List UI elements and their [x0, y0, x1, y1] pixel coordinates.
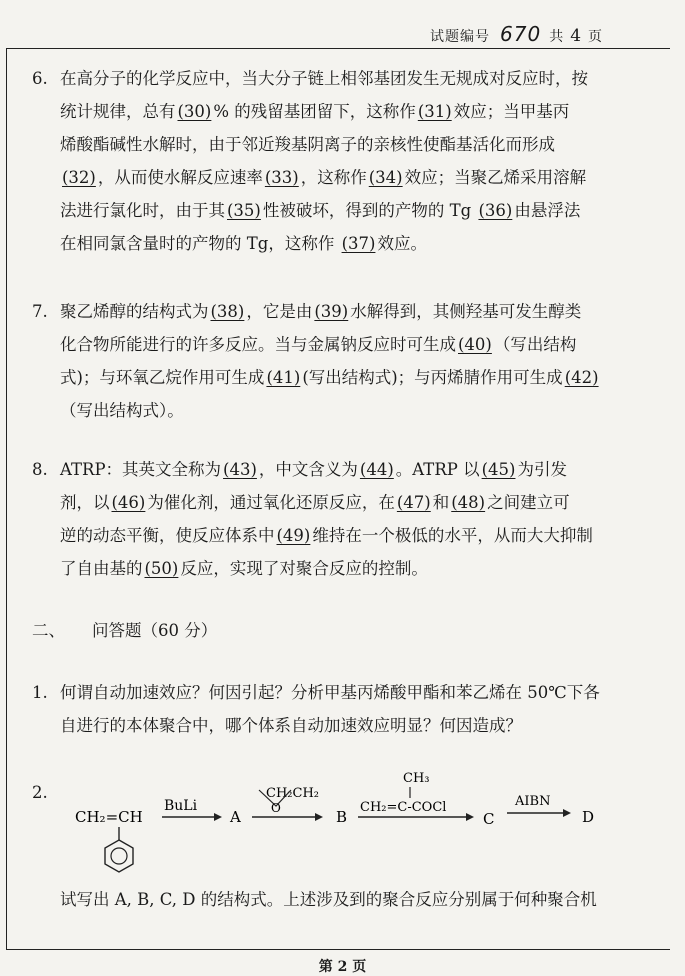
epoxide-oxygen: O	[271, 801, 281, 815]
arrow-2-head	[315, 813, 323, 821]
reagent-buli: BuLi	[164, 798, 198, 814]
q7-text: 聚乙烯醇的结构式为	[60, 302, 209, 321]
q8-text: ATRP：其英文全称为	[60, 460, 222, 479]
blank-41: (41)	[266, 368, 301, 387]
q8-number: 8.	[32, 460, 48, 479]
qa2-question	[60, 883, 652, 916]
footer-suffix: 页	[352, 959, 367, 975]
q8-text: ，中文含义为	[258, 460, 358, 479]
q7-text: 水解得到，其侧羟基可发生醇类	[350, 302, 582, 321]
styrene-formula: CH₂=CH	[75, 808, 143, 826]
total-suffix: 页	[588, 29, 604, 45]
blank-48: (48)	[451, 493, 486, 512]
exam-header	[430, 22, 603, 46]
qa2-number: 2.	[32, 783, 48, 802]
exam-code: 670	[500, 22, 542, 46]
q6-text: 由悬浮法	[514, 201, 581, 220]
question-6	[60, 62, 652, 260]
total-prefix: 共	[549, 29, 565, 45]
qa1-line2: 自进行的本体聚合中，哪个体系自动加速效应明显？何因造成？	[60, 716, 522, 735]
reagent-aibn: AIBN	[515, 794, 551, 809]
q6-text: 效应。	[377, 234, 427, 253]
blank-31: (31)	[417, 102, 452, 121]
q8-text: 。ATRP 以	[395, 460, 480, 479]
blank-46: (46)	[111, 493, 146, 512]
q7-text: （写出结构	[493, 335, 577, 354]
blank-37: (37)	[341, 234, 376, 253]
methyl-group: CH₃	[403, 771, 430, 786]
q6-text: 法进行氯化时，由于其	[60, 201, 225, 220]
blank-43: (43)	[223, 460, 257, 479]
q8-text: 维持在一个极低的水平，从而大大抑制	[312, 526, 593, 545]
q7-line4: （写出结构式）。	[60, 401, 184, 420]
q6-text: 在相同氯含量时的产物的 Tg，这称作	[60, 234, 335, 253]
q7-text: ，它是由	[246, 302, 313, 321]
blank-45: (45)	[481, 460, 516, 479]
blank-38: (38)	[210, 302, 245, 321]
blank-39: (39)	[314, 302, 349, 321]
q6-text: 统计规律，总有	[60, 102, 176, 121]
q8-text: 反应，实现了对聚合反应的控制。	[180, 559, 428, 578]
arrow-3-head	[466, 813, 474, 821]
benzene-circle	[111, 848, 127, 864]
blank-30: (30)	[177, 102, 212, 121]
blank-36: (36)	[478, 201, 513, 220]
q6-number: 6.	[32, 69, 48, 88]
blank-49: (49)	[276, 526, 311, 545]
exam-id-label: 试题编号	[430, 29, 490, 45]
epoxide-formula: CH₂CH₂	[266, 786, 319, 801]
q6-text: ，从而使水解反应速率	[97, 168, 263, 187]
qa1-number: 1.	[32, 683, 48, 702]
arrow-1-head	[214, 813, 222, 821]
qa1-line1: 何谓自动加速效应？何因引起？分析甲基丙烯酸甲酯和苯乙烯在 50℃下各	[60, 683, 600, 702]
blank-33: (33)	[264, 168, 299, 187]
q6-line1: 在高分子的化学反应中，当大分子链上相邻基团发生无规成对反应时，按	[60, 69, 588, 88]
question-8	[60, 453, 652, 585]
q6-text: 效应；当甲基丙	[453, 102, 570, 121]
q7-text: 化合物所能进行的许多反应。当与金属钠反应时可生成	[60, 335, 456, 354]
product-a: A	[230, 808, 241, 826]
product-c: C	[483, 810, 495, 828]
page-footer	[0, 956, 685, 976]
q7-number: 7.	[32, 302, 48, 321]
benzene-ring	[105, 840, 133, 872]
section-2-title: 问答题（60 分）	[92, 621, 218, 640]
blank-50: (50)	[144, 559, 179, 578]
q6-text: % 的残留基团留下，这称作	[213, 102, 416, 121]
q6-text: 性被破坏，得到的产物的 Tg	[262, 201, 472, 220]
qa-question-1	[60, 676, 652, 742]
q8-text: 逆的动态平衡，使反应体系中	[60, 526, 275, 545]
section-2-number: 二、	[32, 621, 65, 640]
q8-text: 为引发	[517, 460, 567, 479]
q7-text: 式)；与环氧乙烷作用可生成	[60, 368, 265, 387]
blank-40: (40)	[458, 335, 492, 354]
blank-34: (34)	[368, 168, 403, 187]
blank-32: (32)	[62, 168, 96, 187]
footer-page-number: 2	[337, 959, 348, 975]
q8-text: 了自由基的	[60, 559, 143, 578]
q8-text: 为催化剂，通过氧化还原反应，在	[147, 493, 395, 512]
question-7	[60, 295, 652, 427]
reaction-scheme	[0, 760, 685, 880]
q7-text: (写出结构式)；与丙烯腈作用可生成	[302, 368, 563, 387]
q6-text: ，这称作	[300, 168, 367, 187]
q6-text: 效应；当聚乙烯采用溶解	[404, 168, 587, 187]
blank-35: (35)	[227, 201, 261, 220]
q8-text: 和	[432, 493, 450, 512]
q8-text: 剂，以	[60, 493, 110, 512]
blank-47: (47)	[396, 493, 431, 512]
methacryloyl-chloride: CH₂=C-COCl	[360, 800, 447, 815]
total-pages: 4	[570, 26, 583, 46]
qa2-question-line: 试写出 A, B, C, D 的结构式。上述涉及到的聚合反应分别属于何种聚合机	[60, 890, 597, 909]
arrow-4-head	[563, 809, 571, 817]
blank-42: (42)	[564, 368, 599, 387]
product-b: B	[336, 808, 348, 826]
blank-44: (44)	[359, 460, 394, 479]
q8-text: 之间建立可	[487, 493, 570, 512]
q6-line3: 烯酸酯碱性水解时，由于邻近羧基阴离子的亲核性使酯基活化而形成	[60, 135, 555, 154]
product-d: D	[582, 808, 595, 826]
footer-prefix: 第	[318, 959, 333, 975]
